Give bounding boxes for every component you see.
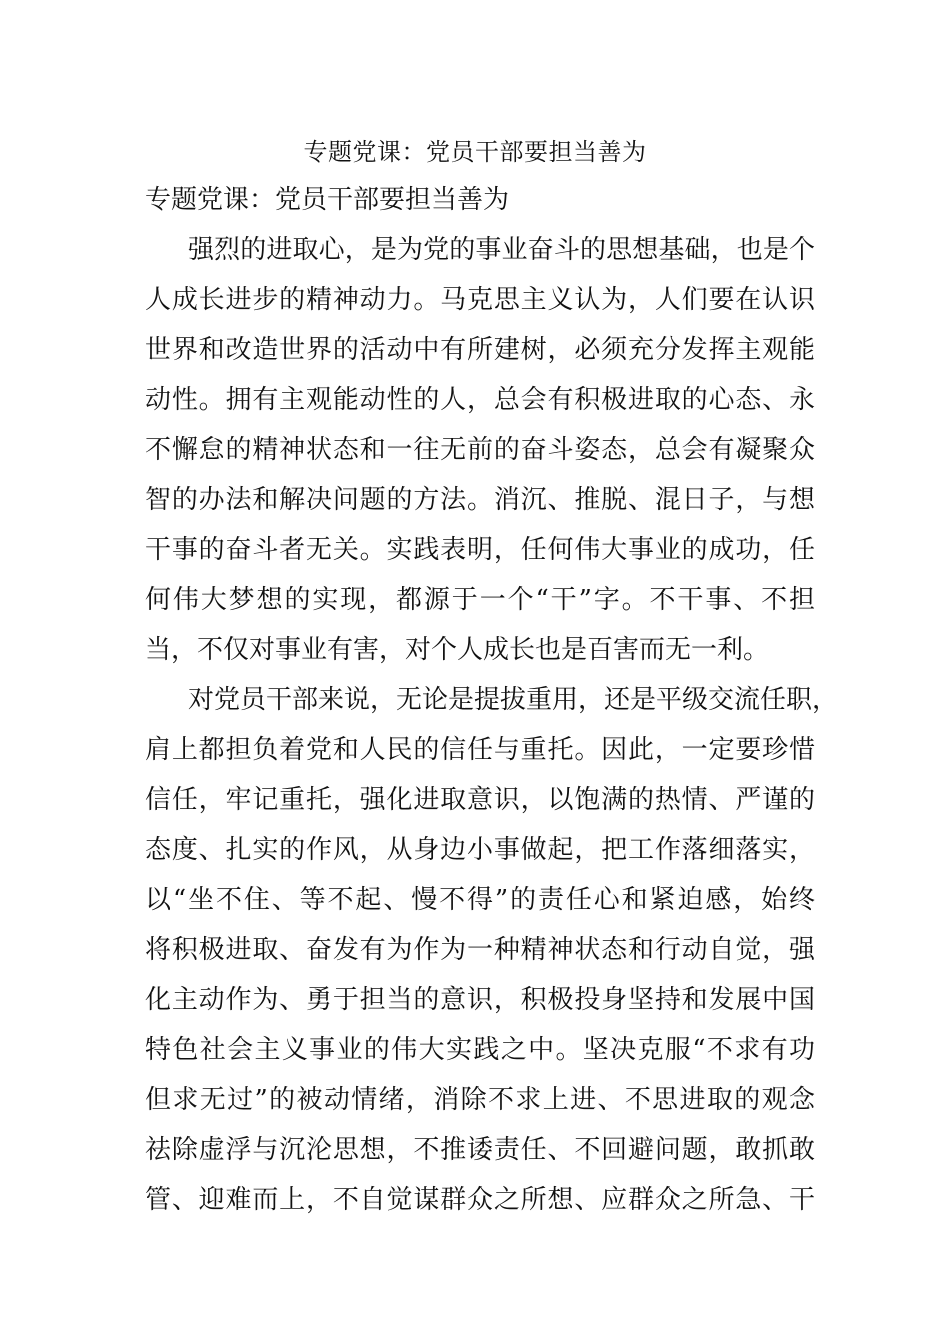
paragraph-line: 管、迎难而上，不自觉谋群众之所想、应群众之所急、干 — [145, 1185, 815, 1215]
paragraph-line: 人成长进步的精神动力。马克思主义认为，人们要在认识 — [145, 285, 815, 315]
paragraph-line: 对党员干部来说，无论是提拔重用，还是平级交流任职， — [188, 685, 839, 715]
paragraph-line: 信任，牢记重托，强化进取意识，以饱满的热情、严谨的 — [145, 785, 815, 815]
document-subtitle: 专题党课：党员干部要担当善为 — [145, 185, 510, 215]
paragraph-line: 干事的奋斗者无关。实践表明，任何伟大事业的成功，任 — [145, 535, 815, 565]
paragraph-line: 当，不仅对事业有害，对个人成长也是百害而无一利。 — [145, 635, 770, 665]
paragraph-line: 特色社会主义事业的伟大实践之中。坚决克服“不求有功 — [145, 1035, 815, 1065]
paragraph-line: 化主动作为、勇于担当的意识，积极投身坚持和发展中国 — [145, 985, 815, 1015]
paragraph-line: 祛除虚浮与沉沦思想，不推诿责任、不回避问题，敢抓敢 — [145, 1135, 815, 1165]
paragraph-line: 肩上都担负着党和人民的信任与重托。因此，一定要珍惜 — [145, 735, 815, 765]
paragraph-line: 但求无过”的被动情绪，消除不求上进、不思进取的观念 — [145, 1085, 815, 1115]
paragraph-line: 智的办法和解决问题的方法。消沉、推脱、混日子，与想 — [145, 485, 815, 515]
paragraph-line: 世界和改造世界的活动中有所建树，必须充分发挥主观能 — [145, 335, 815, 365]
paragraph-line: 态度、扎实的作风，从身边小事做起，把工作落细落实， — [145, 835, 815, 865]
paragraph-line: 动性。拥有主观能动性的人，总会有积极进取的心态、永 — [145, 385, 815, 415]
paragraph-line: 强烈的进取心，是为党的事业奋斗的思想基础，也是个 — [188, 235, 815, 265]
paragraph-line: 何伟大梦想的实现，都源于一个“干”字。不干事、不担 — [145, 585, 815, 615]
paragraph-line: 将积极进取、奋发有为作为一种精神状态和行动自觉，强 — [145, 935, 815, 965]
document-title: 专题党课：党员干部要担当善为 — [303, 138, 647, 166]
paragraph-line: 不懈怠的精神状态和一往无前的奋斗姿态，总会有凝聚众 — [145, 435, 815, 465]
paragraph-line: 以“坐不住、等不起、慢不得”的责任心和紧迫感，始终 — [145, 885, 815, 915]
